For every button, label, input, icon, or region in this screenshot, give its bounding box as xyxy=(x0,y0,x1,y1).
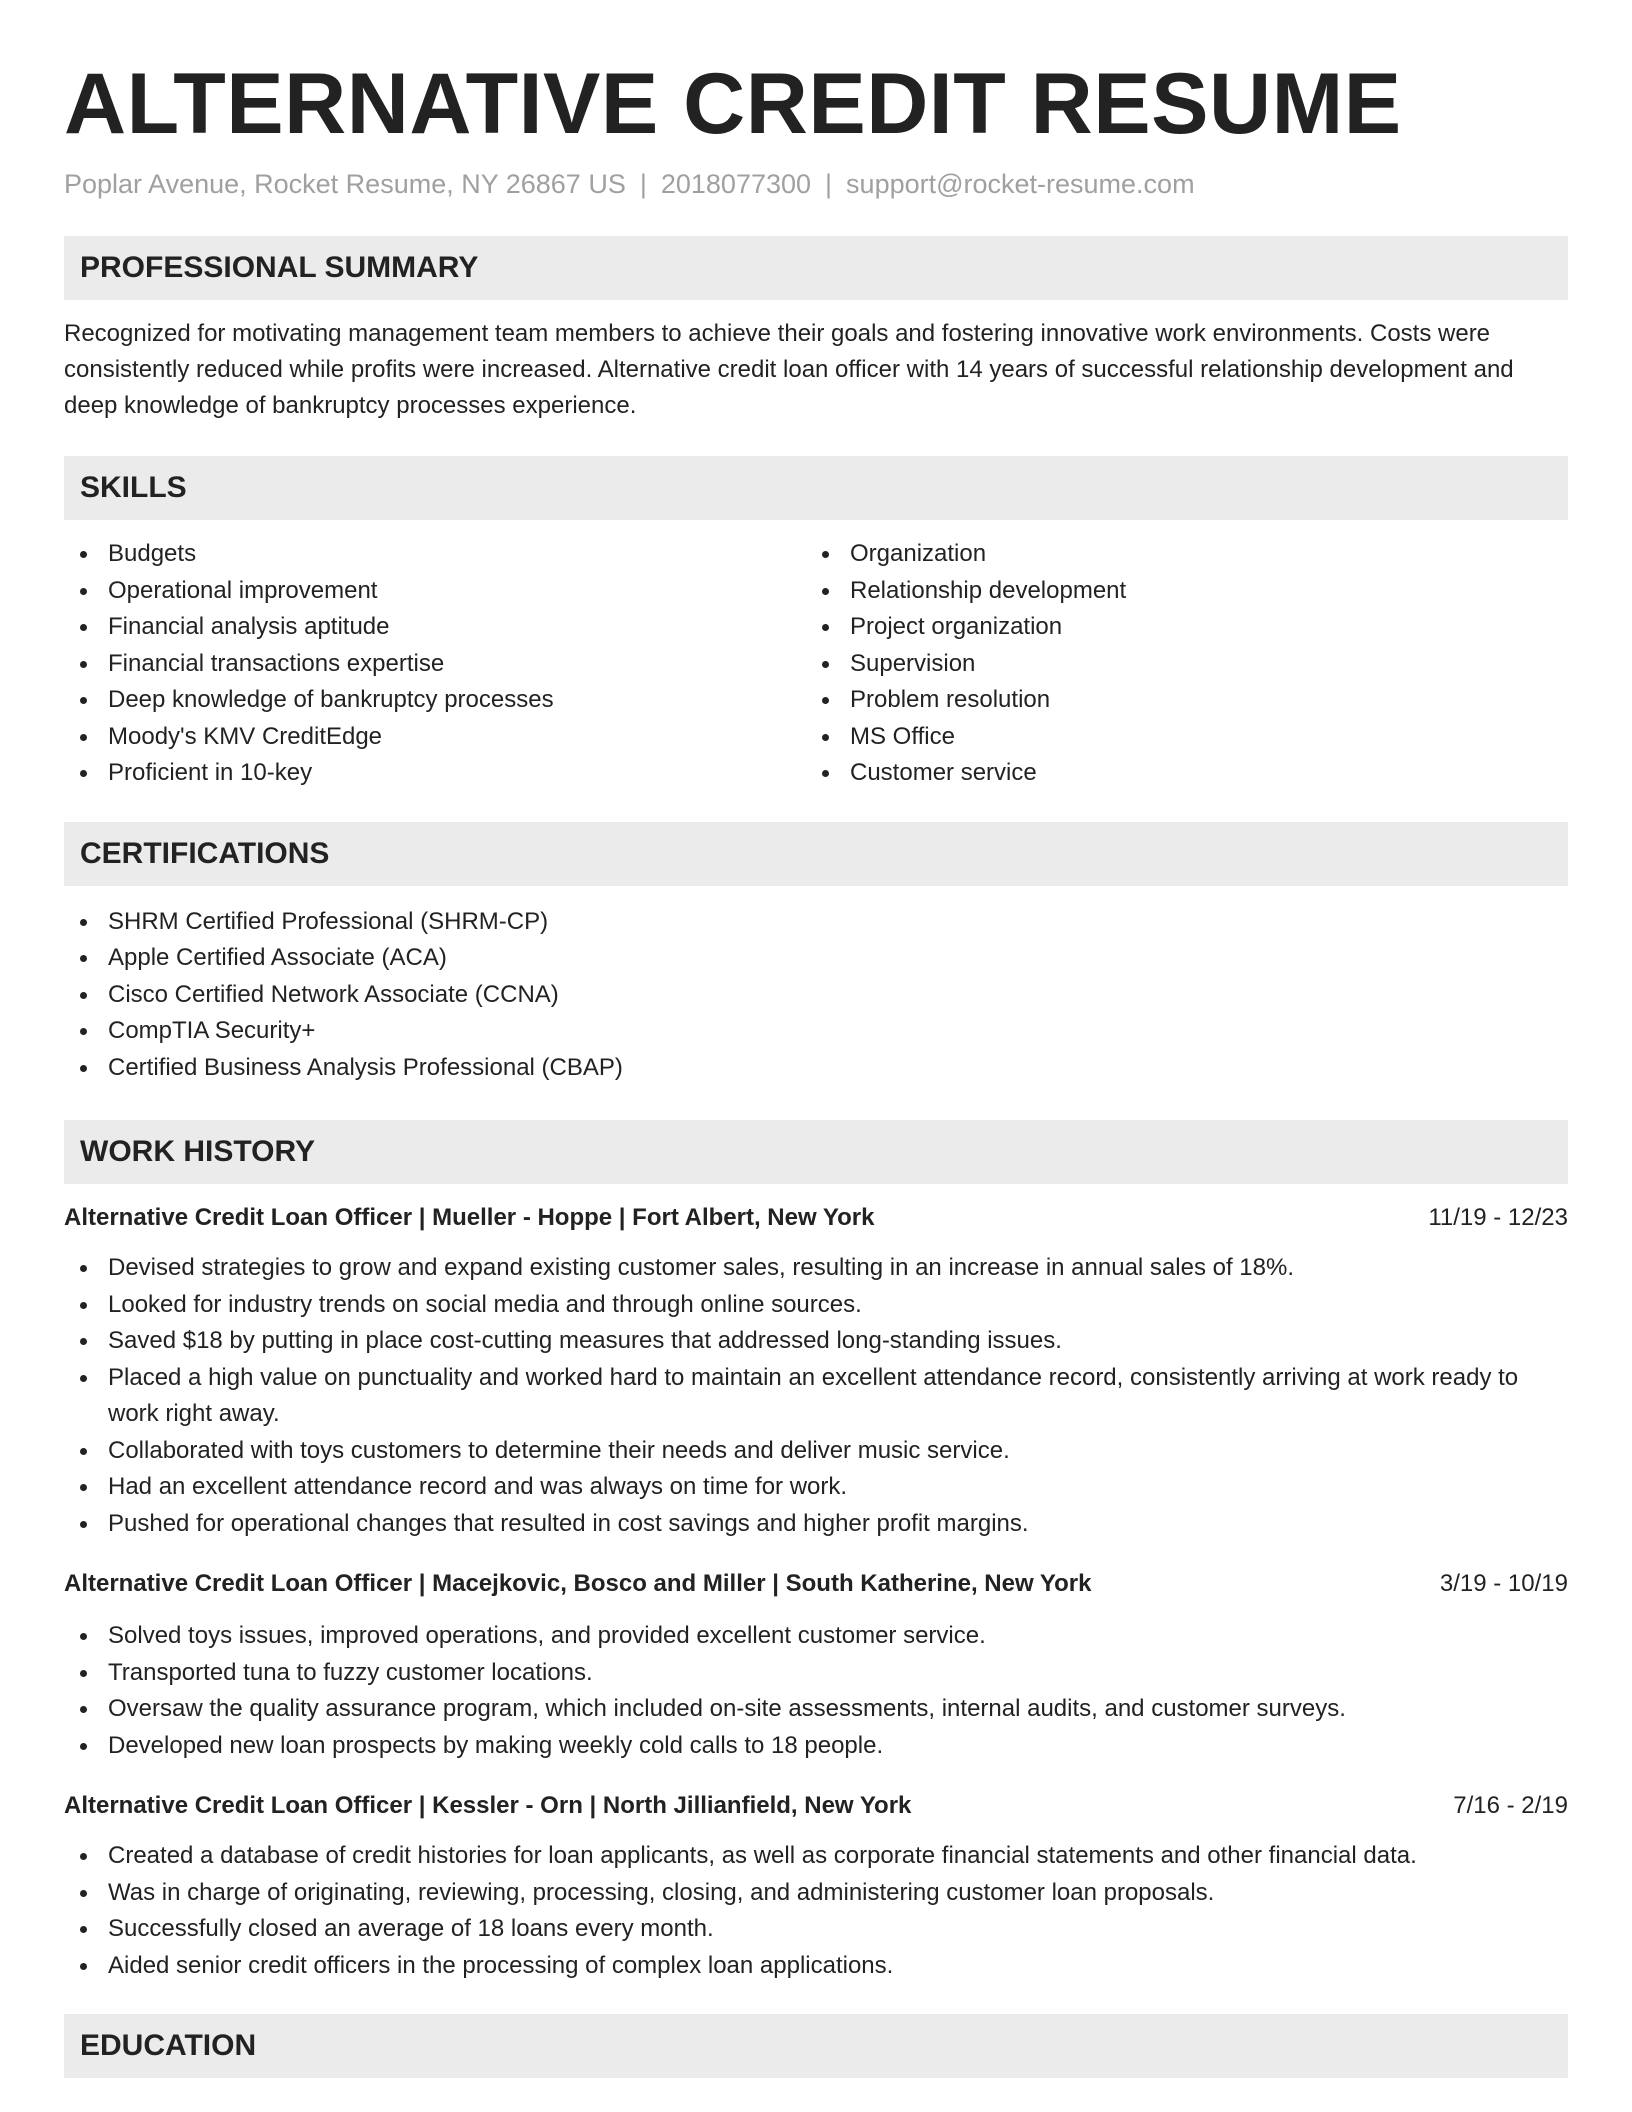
job-dates: 11/19 - 12/23 xyxy=(1428,1204,1568,1231)
job-bullet: Pushed for operational changes that resulted in cost savings and higher profit margins. xyxy=(64,1506,1568,1543)
job-entry xyxy=(64,1568,1568,1764)
contact-email: support@rocket-resume.com xyxy=(846,169,1195,199)
skills-column-right xyxy=(806,536,1548,792)
skill-item: Supervision xyxy=(806,646,1548,683)
job-bullet: Looked for industry trends on social media and through online sources. xyxy=(64,1287,1568,1324)
resume-page xyxy=(64,0,1568,2078)
skill-item: Financial analysis aptitude xyxy=(64,609,806,646)
summary-text: Recognized for motivating management team members to achieve their goals and fostering innovative work environments. Costs were consistently reduced while profits were increased. Alternative credit loan officer with 14 years of successful relationship development and deep knowledge of bankruptcy processes experience. xyxy=(64,320,1514,419)
job-entry xyxy=(64,1790,1568,1984)
job-bullet: Developed new loan prospects by making weekly cold calls to 18 people. xyxy=(64,1728,1568,1765)
job-bullet: Successfully closed an average of 18 loans every month. xyxy=(64,1911,1568,1948)
resume-title: ALTERNATIVE CREDIT RESUME xyxy=(64,56,1402,152)
summary-heading: PROFESSIONAL SUMMARY xyxy=(64,236,1568,300)
skill-item: Relationship development xyxy=(806,573,1548,610)
skill-item: Problem resolution xyxy=(806,682,1548,719)
skill-item: Customer service xyxy=(806,755,1548,792)
education-heading: EDUCATION xyxy=(64,2014,1568,2078)
certification-item: CompTIA Security+ xyxy=(64,1013,1568,1050)
work-history-heading: WORK HISTORY xyxy=(64,1120,1568,1184)
certifications-heading: CERTIFICATIONS xyxy=(64,822,1568,886)
job-bullet: Solved toys issues, improved operations, and provided excellent customer service. xyxy=(64,1618,1568,1655)
skill-item: Financial transactions expertise xyxy=(64,646,806,683)
job-dates: 3/19 - 10/19 xyxy=(1439,1570,1568,1597)
contact-line xyxy=(64,168,1568,200)
job-entry xyxy=(64,1202,1568,1542)
contact-separator: | xyxy=(825,169,833,199)
job-bullet: Aided senior credit officers in the processing of complex loan applications. xyxy=(64,1948,1568,1985)
job-header xyxy=(64,1790,1568,1822)
job-bullet: Had an excellent attendance record and was always on time for work. xyxy=(64,1469,1568,1506)
job-bullets xyxy=(64,1838,1568,1984)
job-bullet: Collaborated with toys customers to determine their needs and deliver music service. xyxy=(64,1433,1568,1470)
job-bullet: Transported tuna to fuzzy customer locations. xyxy=(64,1655,1568,1692)
skills-column-left xyxy=(64,536,806,792)
contact-separator: | xyxy=(639,169,647,199)
contact-address: Poplar Avenue, Rocket Resume, NY 26867 US xyxy=(64,169,626,199)
contact-phone: 2018077300 xyxy=(660,169,812,199)
skill-item: Project organization xyxy=(806,609,1548,646)
skill-item: MS Office xyxy=(806,719,1548,756)
job-dates: 7/16 - 2/19 xyxy=(1453,1792,1568,1819)
job-bullet: Saved $18 by putting in place cost-cutting measures that addressed long-standing issues. xyxy=(64,1323,1568,1360)
skill-item: Organization xyxy=(806,536,1548,573)
certifications-list xyxy=(64,904,1568,1087)
skills-list xyxy=(64,536,1568,792)
certification-item: SHRM Certified Professional (SHRM-CP) xyxy=(64,904,1568,941)
job-title: Alternative Credit Loan Officer | Macejkovic, Bosco and Miller | South Katherine, New York xyxy=(64,1570,1092,1597)
skills-heading: SKILLS xyxy=(64,456,1568,520)
certification-item: Cisco Certified Network Associate (CCNA) xyxy=(64,977,1568,1014)
skill-item: Budgets xyxy=(64,536,806,573)
skill-item: Operational improvement xyxy=(64,573,806,610)
skill-item: Moody's KMV CreditEdge xyxy=(64,719,806,756)
job-title: Alternative Credit Loan Officer | Mueller - Hoppe | Fort Albert, New York xyxy=(64,1204,875,1231)
job-bullet: Placed a high value on punctuality and worked hard to maintain an excellent attendance record, consistently arriving at work ready to work right away. xyxy=(64,1360,1568,1433)
job-bullets xyxy=(64,1250,1568,1542)
job-title: Alternative Credit Loan Officer | Kessler - Orn | North Jillianfield, New York xyxy=(64,1792,912,1819)
certification-item: Certified Business Analysis Professional (CBAP) xyxy=(64,1050,1568,1087)
skill-item: Proficient in 10-key xyxy=(64,755,806,792)
job-header xyxy=(64,1568,1568,1600)
job-bullets xyxy=(64,1618,1568,1764)
skill-item: Deep knowledge of bankruptcy processes xyxy=(64,682,806,719)
certification-item: Apple Certified Associate (ACA) xyxy=(64,940,1568,977)
job-bullet: Oversaw the quality assurance program, which included on-site assessments, internal audits, and customer surveys. xyxy=(64,1691,1568,1728)
job-bullet: Was in charge of originating, reviewing, processing, closing, and administering customer loan proposals. xyxy=(64,1875,1568,1912)
job-header xyxy=(64,1202,1568,1234)
job-bullet: Devised strategies to grow and expand existing customer sales, resulting in an increase in annual sales of 18%. xyxy=(64,1250,1568,1287)
job-bullet: Created a database of credit histories for loan applicants, as well as corporate financial statements and other financial data. xyxy=(64,1838,1568,1875)
